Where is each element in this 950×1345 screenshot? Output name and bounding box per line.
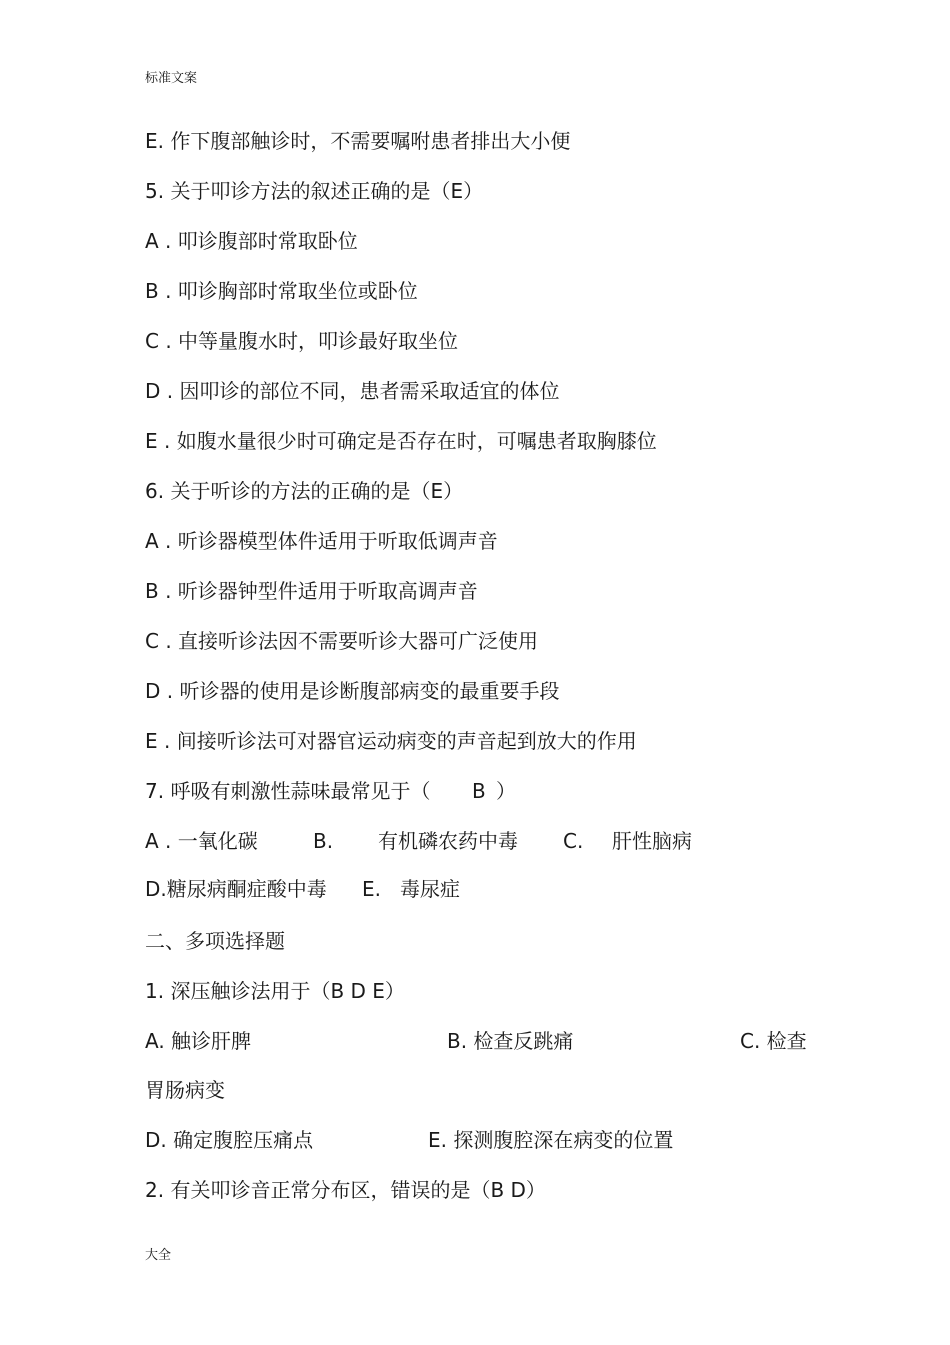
q6-option-e: E . 间接听诊法可对器官运动病变的声音起到放大的作用 xyxy=(145,729,637,753)
section-title-multiple-choice: 二、多项选择题 xyxy=(145,929,285,953)
m1-option-e: E. 探测腹腔深在病变的位置 xyxy=(428,1128,674,1152)
q7-option-c-letter: C. xyxy=(563,829,584,853)
q5-option-a: A . 叩诊腹部时常取卧位 xyxy=(145,229,358,253)
q5-option-d: D . 因叩诊的部位不同，患者需采取适宜的体位 xyxy=(145,379,560,403)
m1-option-d: D. 确定腹腔压痛点 xyxy=(145,1128,314,1152)
q7-option-b-letter: B. xyxy=(313,829,334,853)
q7-option-a: A . 一氧化碳 xyxy=(145,829,258,853)
page-footer: 大全 xyxy=(145,1248,172,1263)
page-header: 标准文案 xyxy=(145,71,198,86)
m2-question: 2. 有关叩诊音正常分布区，错误的是（B D） xyxy=(145,1178,546,1202)
q6-option-c: C . 直接听诊法因不需要听诊大器可广泛使用 xyxy=(145,629,539,653)
q7-option-e-text: 毒尿症 xyxy=(400,877,460,901)
m1-question: 1. 深压触诊法用于（B D E） xyxy=(145,979,405,1003)
q6-option-a: A . 听诊器模型体件适用于听取低调声音 xyxy=(145,529,498,553)
q6-option-d: D . 听诊器的使用是诊断腹部病变的最重要手段 xyxy=(145,679,560,703)
q5-option-b: B . 叩诊胸部时常取坐位或卧位 xyxy=(145,279,418,303)
q7-option-d: D.糖尿病酮症酸中毒 xyxy=(145,877,327,901)
q7-answer: B xyxy=(472,779,486,803)
q4-option-e: E. 作下腹部触诊时，不需要嘱咐患者排出大小便 xyxy=(145,129,571,153)
m1-option-b: B. 检查反跳痛 xyxy=(447,1029,574,1053)
q5-option-e: E . 如腹水量很少时可确定是否存在时，可嘱患者取胸膝位 xyxy=(145,429,657,453)
q6-option-b: B . 听诊器钟型件适用于听取高调声音 xyxy=(145,579,478,603)
q5-question: 5. 关于叩诊方法的叙述正确的是（E） xyxy=(145,179,484,203)
q7-option-e-letter: E. xyxy=(362,877,381,901)
q5-option-c: C . 中等量腹水时，叩诊最好取坐位 xyxy=(145,329,459,353)
m1-option-a: A. 触诊肝脾 xyxy=(145,1029,252,1053)
q7-option-c-text: 肝性脑病 xyxy=(612,829,692,853)
q7-question-prefix: 7. 呼吸有刺激性蒜味最常见于（ xyxy=(145,779,431,803)
q6-question: 6. 关于听诊的方法的正确的是（E） xyxy=(145,479,464,503)
q7-question-suffix: ） xyxy=(496,779,516,803)
m1-option-c: C. 检查 xyxy=(740,1029,807,1053)
m1-option-c-continued: 胃肠病变 xyxy=(145,1078,225,1102)
q7-option-b-text: 有机磷农药中毒 xyxy=(378,829,518,853)
